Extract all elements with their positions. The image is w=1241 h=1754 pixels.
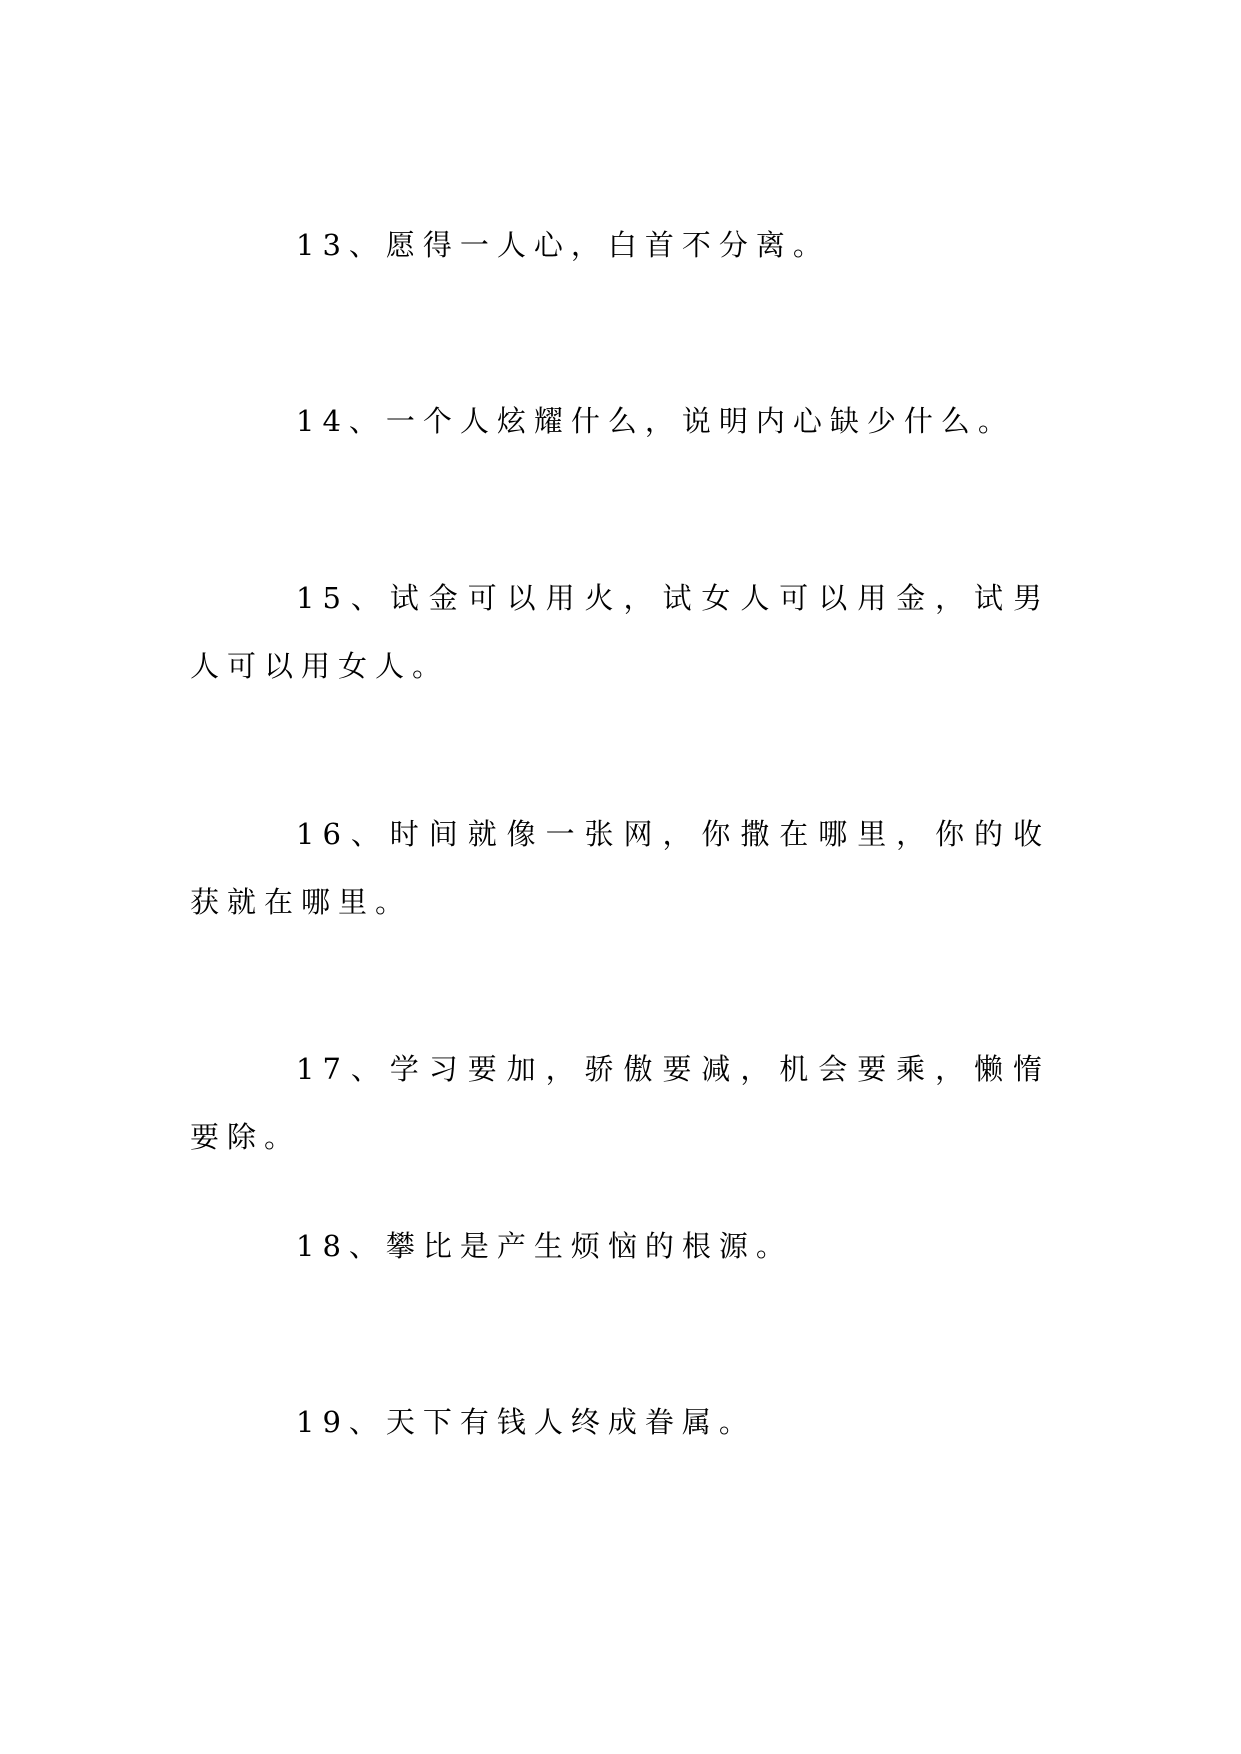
paragraph-17: 17、学习要加，骄傲要减，机会要乘，懒惰要除。 [190,1052,1050,1154]
paragraph-18: 18、攀比是产生烦恼的根源。 [296,1229,793,1263]
paragraph-19: 19、天下有钱人终成眷属。 [296,1405,756,1439]
paragraph-14: 14、一个人炫耀什么，说明内心缺少什么。 [296,404,1015,438]
paragraph-16: 16、时间就像一张网，你撒在哪里，你的收获就在哪里。 [190,817,1050,919]
paragraph-13: 13、愿得一人心，白首不分离。 [296,228,830,262]
paragraph-15: 15、试金可以用火，试女人可以用金，试男人可以用女人。 [190,581,1050,683]
